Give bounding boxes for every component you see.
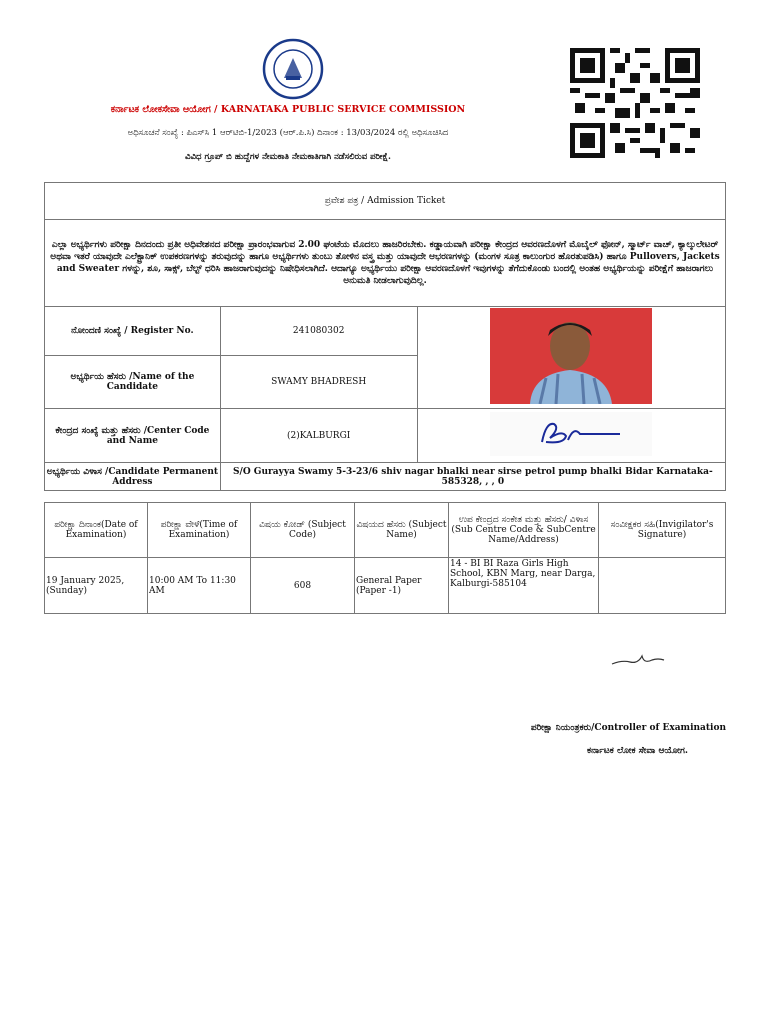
org-name: ಕರ್ನಾಟಕ ಲೋಕಸೇವಾ ಆಯೋಗ / KARNATAKA PUBLIC SERVICE COMMISSION (110, 104, 466, 115)
register-number: 241080302 (220, 307, 417, 356)
commission-name: ಕರ್ನಾಟಕ ಲೋಕ ಸೇವಾ ಆಯೋಗ. (587, 746, 688, 756)
center-name: (2)KALBURGI (220, 409, 417, 463)
controller-title: ಪರೀಕ್ಷಾ ನಿಯಂತ್ರಕರು/Controller of Examination (530, 723, 726, 733)
exam-description: ವಿವಿಧ ಗ್ರೂಪ್ ಬಿ ಹುದ್ದೆಗಳ ನೇಮಕಾತಿ ನೇಮಕಾತಿಗಾಗಿ ನಡೆಸಲಿರುವ ಪರೀಕ್ಷೆ. (185, 152, 391, 162)
header-subcentre: ಉಪ ಕೇಂದ್ರದ ಸಂಕೇತ ಮತ್ತು ಹೆಸರು/ ವಿಳಾಸ (Sub Centre Code & SubCentre Name/Address) (449, 503, 599, 558)
candidate-photo (490, 308, 652, 404)
candidate-name: SWAMY BHADRESH (220, 356, 417, 409)
ticket-title: ಪ್ರವೇಶ ಪತ್ರ / Admission Ticket (45, 183, 726, 220)
table-row (45, 558, 726, 614)
photo-cell (417, 307, 725, 409)
signature-cell (417, 409, 725, 463)
table-header-row (45, 503, 726, 558)
qr-code (570, 48, 700, 158)
header-subject-code: ವಿಷಯ ಕೋಡ್ (Subject Code) (251, 503, 355, 558)
exam-schedule-table (44, 502, 726, 614)
admission-ticket-table (44, 182, 726, 491)
center-label: ಕೇಂದ್ರದ ಸಂಖ್ಯೆ ಮತ್ತು ಹೆಸರು /Center Code and Name (45, 409, 221, 463)
name-label: ಅಭ್ಯರ್ಥಿಯ ಹೆಸರು /Name of the Candidate (45, 356, 221, 409)
subject-name: General Paper (Paper -1) (355, 558, 449, 614)
candidate-signature (490, 412, 652, 456)
header-invigilator: ಸಂವೀಕ್ಷಕರ ಸಹಿ(Invigilator's Signature) (599, 503, 726, 558)
address-label: ಅಭ್ಯರ್ಥಿಯ ವಿಳಾಸ /Candidate Permanent Address (45, 463, 221, 491)
kpsc-logo (262, 38, 324, 100)
controller-signature (608, 646, 668, 670)
candidate-address: S/O Gurayya Swamy 5-3-23/6 shiv nagar bhalki near sirse petrol pump bhalki Bidar Karnataka-585328, , , 0 (220, 463, 725, 491)
header-subject-name: ವಿಷಯದ ಹೆಸರು (Subject Name) (355, 503, 449, 558)
header-date: ಪರೀಕ್ಷಾ ದಿನಾಂಕ(Date of Examination) (45, 503, 148, 558)
register-label: ನೋಂದಣಿ ಸಂಖ್ಯೆ / Register No. (45, 307, 221, 356)
exam-date: 19 January 2025, (Sunday) (45, 558, 148, 614)
invigilator-signature (599, 558, 726, 614)
subject-code: 608 (251, 558, 355, 614)
header-time: ಪರೀಕ್ಷಾ ವೇಳೆ(Time of Examination) (148, 503, 251, 558)
instructions: ಎಲ್ಲಾ ಅಭ್ಯರ್ಥಿಗಳು ಪರೀಕ್ಷಾ ದಿನದಂದು ಪ್ರತೀ ಅಧಿವೇಶನದ ಪರೀಕ್ಷಾ ಪ್ರಾರಂಭವಾಗುವ 2.00 ಘಂಟೆಯ ಮೊದಲು ಹಾಜರಿರಬೇಕು. ಕಡ್ಡಾಯವಾಗಿ ಪರೀಕ್ಷಾ ಕೇಂದ್ರದ ಆವರಣದೊಳಗೆ ಮೊಬೈಲ್ ಫೋನ್, ಸ್ಮಾರ್ಟ್ ವಾಚ್, ಕ್ಯಾಲ್ಕುಲೇಟರ್ ಅಥವಾ ಇತರೆ ಯಾವುದೇ ಎಲೆಕ್ಟ್ರಾನಿಕ್ ಉಪಕರಣಗಳನ್ನು ತರುವುದನ್ನು ಹಾಗೂ ಅಭ್ಯರ್ಥಿಗಳು ತುಂಬು ತೋಳಿನ ವಸ್ತ್ರ ಮತ್ತು ಯಾವುದೇ ಆಭರಣಗಳನ್ನು (ಮಂಗಳ ಸೂತ್ರ ಕಾಲುಂಗುರ ಹೊರತುಪಡಿಸಿ) ಹಾಗೂ Pullovers, Jackets and Sweater ಗಳನ್ನು, ಶೂ, ಸಾಕ್ಸ್, ಬೆಲ್ಟ್ ಧರಿಸಿ ಹಾಜರಾಗುವುದನ್ನು ನಿಷೇಧಿಸಲಾಗಿದೆ. ಆದಾಗ್ಯೂ ಅಭ್ಯರ್ಥಿಯು ಪರೀಕ್ಷಾ ಆವರಣದೊಳಗೆ ಇವುಗಳನ್ನು ತೆಗೆದುಕೊಂಡು ಬಂದಲ್ಲಿ ಅಂತಹ ಅಭ್ಯರ್ಥಿಯನ್ನು ಪರೀಕ್ಷೆಗೆ ಹಾಜರಾಗಲು ಅನುಮತಿ ನೀಡಲಾಗುವುದಿಲ್ಲ. (45, 220, 726, 307)
notification-line: ಅಧಿಸೂಚನೆ ಸಂಖ್ಯೆ : ಪಿಎಸ್‌ಸಿ 1 ಆರ್‌ಟಿಬಿ-1/2023 (ಆರ್.ಪಿ.ಸಿ) ದಿನಾಂಕ : 13/03/2024 ರಲ್ಲಿ ಅಧಿಸೂಚಿಸಿದ (127, 128, 449, 138)
subcentre-address: 14 - BI BI Raza Girls High School, KBN Marg, near Darga, Kalburgi-585104 (449, 558, 599, 614)
exam-time: 10:00 AM To 11:30 AM (148, 558, 251, 614)
